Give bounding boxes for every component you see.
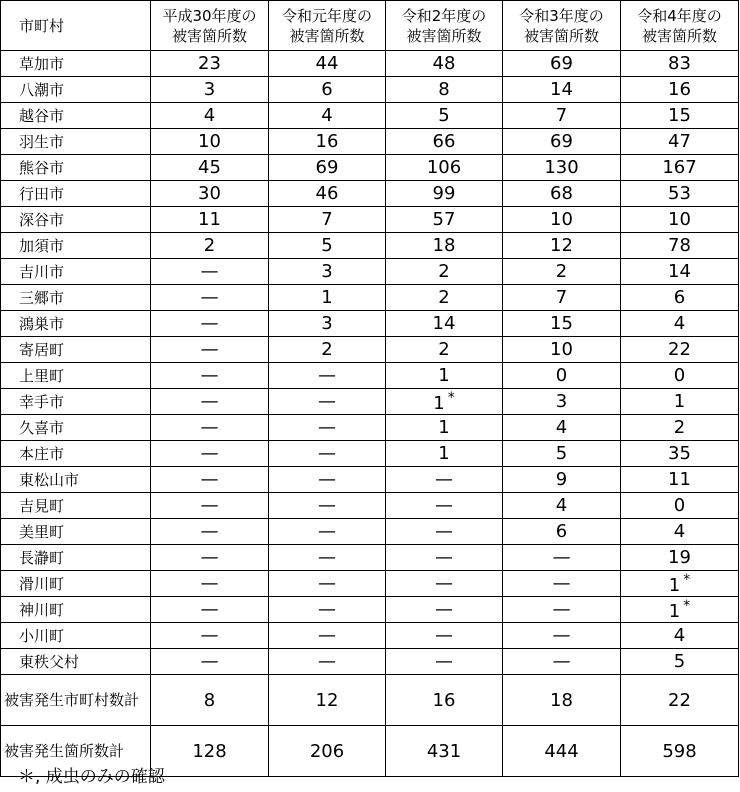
municipality-header: 市町村 bbox=[1, 1, 151, 51]
damage-count-cell: 106 bbox=[386, 155, 503, 181]
damage-count-cell: 7 bbox=[503, 285, 621, 311]
damage-count-cell: 2 bbox=[151, 233, 269, 259]
municipality-name: 加須市 bbox=[1, 233, 151, 259]
table-row bbox=[1, 337, 739, 363]
fy2019-header: 令和元年度の 被害箇所数 bbox=[269, 1, 386, 51]
damage-count-cell: 16 bbox=[621, 77, 739, 103]
damage-count-cell: 4 bbox=[621, 519, 739, 545]
damage-count-cell: 6 bbox=[503, 519, 621, 545]
damage-count-cell: 4 bbox=[621, 623, 739, 649]
table-row bbox=[1, 493, 739, 519]
damage-count-cell: 5 bbox=[503, 441, 621, 467]
table-row bbox=[1, 259, 739, 285]
damage-count-cell: — bbox=[151, 467, 269, 493]
damage-count-cell: 15 bbox=[503, 311, 621, 337]
table-row bbox=[1, 415, 739, 441]
table-row bbox=[1, 155, 739, 181]
damage-count-cell: — bbox=[269, 571, 386, 597]
municipality-name: 越谷市 bbox=[1, 103, 151, 129]
damage-count-cell: — bbox=[503, 649, 621, 675]
damage-count-cell: 4 bbox=[621, 311, 739, 337]
municipality-name: 八潮市 bbox=[1, 77, 151, 103]
damage-count-cell: — bbox=[386, 493, 503, 519]
municipality-name: 上里町 bbox=[1, 363, 151, 389]
damage-count-cell: 1 bbox=[621, 389, 739, 415]
damage-count-cell: 2 bbox=[386, 285, 503, 311]
damage-count-cell: 7 bbox=[503, 103, 621, 129]
damage-count-cell: — bbox=[269, 493, 386, 519]
table-row bbox=[1, 207, 739, 233]
damage-count-cell: 4 bbox=[269, 103, 386, 129]
damage-count-cell: 48 bbox=[386, 51, 503, 77]
damage-count-cell: 5 bbox=[386, 103, 503, 129]
municipality-name: 寄居町 bbox=[1, 337, 151, 363]
adult-only-marker: * bbox=[447, 389, 455, 406]
damage-count-cell: 46 bbox=[269, 181, 386, 207]
damage-count-cell: 47 bbox=[621, 129, 739, 155]
table-row bbox=[1, 181, 739, 207]
municipality-name: 草加市 bbox=[1, 51, 151, 77]
table-row bbox=[1, 597, 739, 623]
damage-count-cell: — bbox=[151, 415, 269, 441]
municipality-name: 鴻巣市 bbox=[1, 311, 151, 337]
damage-count-cell: 3 bbox=[269, 259, 386, 285]
damage-count-cell: 10 bbox=[503, 207, 621, 233]
damage-count-cell: — bbox=[151, 519, 269, 545]
fy2018-header: 平成30年度の 被害箇所数 bbox=[151, 1, 269, 51]
municipality-name: 本庄市 bbox=[1, 441, 151, 467]
damage-count-cell: — bbox=[151, 441, 269, 467]
damage-count-cell: 35 bbox=[621, 441, 739, 467]
damage-count-cell: 83 bbox=[621, 51, 739, 77]
damage-count-cell: — bbox=[269, 545, 386, 571]
damage-count-cell: 2 bbox=[621, 415, 739, 441]
damage-count-cell: — bbox=[269, 649, 386, 675]
municipality-name: 被害発生箇所数計 bbox=[1, 726, 151, 777]
damage-count-cell: 598 bbox=[621, 726, 739, 777]
damage-count-cell: 0 bbox=[621, 493, 739, 519]
municipality-name: 吉川市 bbox=[1, 259, 151, 285]
damage-count-cell: — bbox=[151, 285, 269, 311]
damage-count-cell: 9 bbox=[503, 467, 621, 493]
damage-count-cell: 12 bbox=[503, 233, 621, 259]
damage-count-cell: 53 bbox=[621, 181, 739, 207]
damage-count-cell: 30 bbox=[151, 181, 269, 207]
damage-count-cell: 6 bbox=[269, 77, 386, 103]
damage-count-cell: 10 bbox=[151, 129, 269, 155]
municipality-name: 三郷市 bbox=[1, 285, 151, 311]
damage-count-cell: 6 bbox=[621, 285, 739, 311]
damage-count-cell: 15 bbox=[621, 103, 739, 129]
damage-count-cell: 45 bbox=[151, 155, 269, 181]
damage-count-cell: 444 bbox=[503, 726, 621, 777]
damage-count-cell: 11 bbox=[621, 467, 739, 493]
damage-count-cell: 1 bbox=[386, 363, 503, 389]
municipality-name: 久喜市 bbox=[1, 415, 151, 441]
damage-count-cell: — bbox=[151, 545, 269, 571]
damage-count-cell: — bbox=[269, 363, 386, 389]
municipality-name: 小川町 bbox=[1, 623, 151, 649]
municipality-name: 被害発生市町村数計 bbox=[1, 675, 151, 726]
damage-count-cell: 57 bbox=[386, 207, 503, 233]
damage-count-cell: — bbox=[269, 389, 386, 415]
damage-count-cell: 44 bbox=[269, 51, 386, 77]
damage-count-cell: — bbox=[269, 467, 386, 493]
adult-only-marker: * bbox=[683, 597, 691, 614]
damage-count-cell: 2 bbox=[386, 337, 503, 363]
damage-count-cell: 2 bbox=[269, 337, 386, 363]
fy2021-header: 令和3年度の 被害箇所数 bbox=[503, 1, 621, 51]
municipality-name: 神川町 bbox=[1, 597, 151, 623]
footnote: ＊, 成虫のみの確認 bbox=[18, 767, 165, 787]
damage-count-cell: 1 * bbox=[621, 597, 739, 623]
damage-count-cell: — bbox=[151, 337, 269, 363]
damage-count-cell: — bbox=[269, 623, 386, 649]
damage-count-cell: — bbox=[269, 441, 386, 467]
damage-count-cell: — bbox=[151, 389, 269, 415]
damage-count-cell: 8 bbox=[386, 77, 503, 103]
municipality-name: 美里町 bbox=[1, 519, 151, 545]
damage-count-cell: — bbox=[386, 623, 503, 649]
damage-count-cell: 16 bbox=[269, 129, 386, 155]
damage-count-cell: 3 bbox=[503, 389, 621, 415]
table-row bbox=[1, 285, 739, 311]
table-row bbox=[1, 519, 739, 545]
damage-count-cell: 1 bbox=[386, 415, 503, 441]
damage-count-cell: — bbox=[151, 259, 269, 285]
damage-count-cell: 4 bbox=[151, 103, 269, 129]
damage-count-cell: 1 * bbox=[621, 571, 739, 597]
damage-count-cell: 0 bbox=[621, 363, 739, 389]
damage-count-cell: — bbox=[151, 597, 269, 623]
damage-count-cell: 18 bbox=[503, 675, 621, 726]
damage-count-cell: 128 bbox=[151, 726, 269, 777]
damage-count-cell: 2 bbox=[503, 259, 621, 285]
damage-count-cell: — bbox=[386, 649, 503, 675]
damage-count-cell: 66 bbox=[386, 129, 503, 155]
damage-count-cell: — bbox=[151, 571, 269, 597]
damage-count-cell: — bbox=[269, 519, 386, 545]
damage-count-cell: 8 bbox=[151, 675, 269, 726]
damage-count-cell: 68 bbox=[503, 181, 621, 207]
table-row bbox=[1, 363, 739, 389]
damage-count-cell: 7 bbox=[269, 207, 386, 233]
damage-count-cell: 5 bbox=[269, 233, 386, 259]
table-row bbox=[1, 311, 739, 337]
damage-count-cell: 11 bbox=[151, 207, 269, 233]
municipality-name: 吉見町 bbox=[1, 493, 151, 519]
table-row bbox=[1, 467, 739, 493]
table-row bbox=[1, 649, 739, 675]
municipality-name: 長瀞町 bbox=[1, 545, 151, 571]
damage-count-cell: 18 bbox=[386, 233, 503, 259]
damage-count-cell: — bbox=[269, 415, 386, 441]
damage-count-cell: — bbox=[386, 467, 503, 493]
damage-count-cell: 5 bbox=[621, 649, 739, 675]
municipality-name: 行田市 bbox=[1, 181, 151, 207]
damage-count-cell: 14 bbox=[386, 311, 503, 337]
damage-count-cell: 78 bbox=[621, 233, 739, 259]
table-row bbox=[1, 103, 739, 129]
total-row bbox=[1, 675, 739, 726]
damage-count-cell: 22 bbox=[621, 675, 739, 726]
table-row bbox=[1, 77, 739, 103]
municipality-name: 熊谷市 bbox=[1, 155, 151, 181]
municipality-name: 滑川町 bbox=[1, 571, 151, 597]
damage-count-cell: 2 bbox=[386, 259, 503, 285]
damage-count-cell: 19 bbox=[621, 545, 739, 571]
damage-count-cell: 69 bbox=[269, 155, 386, 181]
damage-count-cell: 22 bbox=[621, 337, 739, 363]
fy2022-header: 令和4年度の 被害箇所数 bbox=[621, 1, 739, 51]
damage-count-cell: 167 bbox=[621, 155, 739, 181]
damage-count-cell: 1 bbox=[386, 441, 503, 467]
municipality-name: 幸手市 bbox=[1, 389, 151, 415]
damage-count-cell: 3 bbox=[269, 311, 386, 337]
damage-count-cell: 1 * bbox=[386, 389, 503, 415]
damage-count-cell: — bbox=[386, 519, 503, 545]
header-row bbox=[1, 1, 739, 51]
damage-count-cell: 206 bbox=[269, 726, 386, 777]
damage-count-cell: 10 bbox=[503, 337, 621, 363]
municipality-name: 東秩父村 bbox=[1, 649, 151, 675]
damage-count-cell: — bbox=[503, 597, 621, 623]
damage-count-cell: — bbox=[386, 597, 503, 623]
damage-count-cell: 99 bbox=[386, 181, 503, 207]
damage-count-cell: 130 bbox=[503, 155, 621, 181]
damage-count-cell: 431 bbox=[386, 726, 503, 777]
table-row bbox=[1, 545, 739, 571]
table-row bbox=[1, 129, 739, 155]
table-row bbox=[1, 389, 739, 415]
damage-count-cell: 12 bbox=[269, 675, 386, 726]
damage-count-cell: 14 bbox=[621, 259, 739, 285]
damage-count-cell: — bbox=[151, 311, 269, 337]
table-row bbox=[1, 571, 739, 597]
damage-count-cell: — bbox=[151, 623, 269, 649]
table-row bbox=[1, 441, 739, 467]
damage-count-cell: — bbox=[386, 571, 503, 597]
damage-count-cell: — bbox=[386, 545, 503, 571]
fy2020-header: 令和2年度の 被害箇所数 bbox=[386, 1, 503, 51]
damage-count-cell: — bbox=[503, 623, 621, 649]
damage-count-cell: 4 bbox=[503, 493, 621, 519]
damage-count-cell: 16 bbox=[386, 675, 503, 726]
municipality-name: 羽生市 bbox=[1, 129, 151, 155]
damage-count-cell: 4 bbox=[503, 415, 621, 441]
damage-count-cell: 0 bbox=[503, 363, 621, 389]
municipality-name: 東松山市 bbox=[1, 467, 151, 493]
damage-count-cell: 69 bbox=[503, 51, 621, 77]
damage-count-cell: — bbox=[151, 649, 269, 675]
table-row bbox=[1, 233, 739, 259]
damage-count-cell: — bbox=[269, 597, 386, 623]
adult-only-marker: * bbox=[683, 571, 691, 588]
damage-count-cell: 1 bbox=[269, 285, 386, 311]
damage-count-cell: — bbox=[151, 493, 269, 519]
damage-count-cell: 3 bbox=[151, 77, 269, 103]
damage-count-cell: 14 bbox=[503, 77, 621, 103]
damage-count-cell: 10 bbox=[621, 207, 739, 233]
table-row bbox=[1, 623, 739, 649]
municipality-name: 深谷市 bbox=[1, 207, 151, 233]
damage-count-cell: — bbox=[503, 571, 621, 597]
damage-count-cell: 23 bbox=[151, 51, 269, 77]
damage-count-cell: 69 bbox=[503, 129, 621, 155]
damage-count-cell: — bbox=[503, 545, 621, 571]
damage-count-cell: — bbox=[151, 363, 269, 389]
table-row bbox=[1, 51, 739, 77]
